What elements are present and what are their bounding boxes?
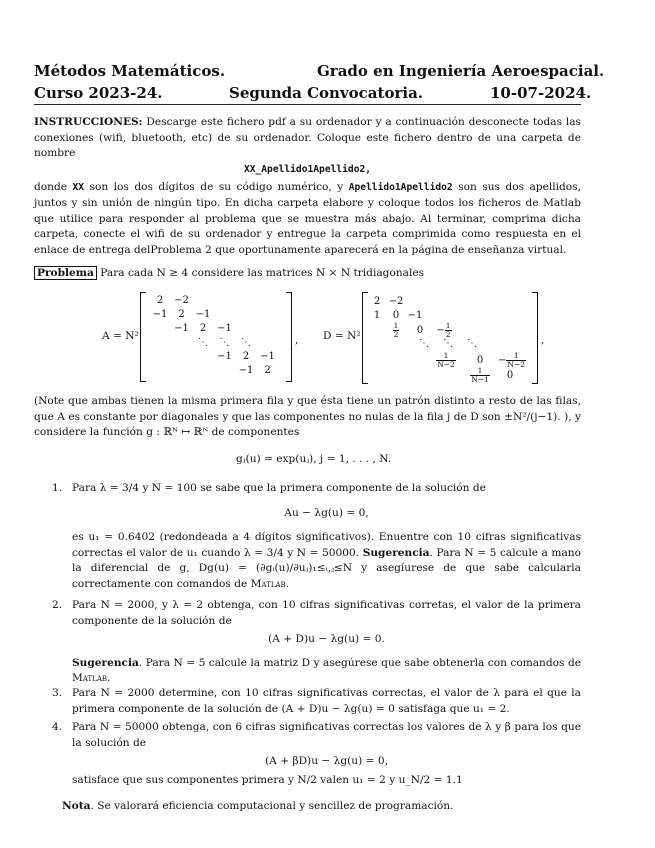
exam-call: Segunda Convocatoria. [229,84,424,102]
item-equation: (A + D)u − λg(u) = 0. [268,633,385,646]
frac-num: 1 [470,367,490,376]
course-title: Métodos Matemáticos. [34,62,226,80]
matrix-d-entry: 2 [373,296,381,307]
item-text: Para λ = 3/4 y N = 100 se sabe que la primera componente de la solución de [72,482,486,494]
problem-note [34,394,581,441]
matrix-d-entry: 1 [373,310,381,321]
folder-name: XX_Apellido1Apellido2, [243,163,372,175]
matrix-a [140,292,292,382]
frac-num: 1 [393,321,399,330]
final-note [62,800,453,812]
frac-den: 2 [445,330,451,339]
instructions-part1: Descarge este fichero pdf a su ordenador y a continuación desconecte todas las conexiones (wifi, bluetooth, etc) de su ordenador. Coloque este fichero dentro de una carpeta de nombre [34,116,581,160]
frac-den: 2 [393,330,399,339]
matrix-a-entry: 2 [242,351,250,362]
hint-label: Sugerencia [362,546,430,559]
matrix-a-entry: ⋱ [241,337,251,348]
item-text: satisface que sus componentes primera y N/2 valen u₁ = 2 y u_N/2 = 1.1 [72,773,463,786]
item-text: . Para N = 5 calcule la matriz D y asegúrese que sabe obtenerla con comandos de [138,656,581,669]
g-definition: gⱼ(u) = exp(uⱼ), j = 1, . . . , N. [236,453,392,465]
matrix-a-entry: ⋱ [219,337,230,348]
exam-date: 10-07-2024. [490,84,592,102]
item-end: . [285,577,290,590]
item-number: 1. [52,482,63,494]
frac-den: N−1 [471,375,489,384]
matrix-separator: , [295,334,299,346]
item-3 [52,686,581,717]
problem-intro [34,267,424,279]
instructions-label: INSTRUCCIONES: [34,116,143,128]
matrix-a-entry: −1 [174,323,189,334]
matrix-d-entry: 0 [506,370,514,381]
item-2 [52,598,581,687]
item-number: 2. [52,599,63,611]
matrix-d [362,292,538,384]
item-text: Para N = 50000 obtenga, con 6 cifras significativas correctas los valores de λ y β para los que la solución de [72,721,581,749]
item-equation: (A + βD)u − λg(u) = 0, [265,755,388,768]
apellidos-code: Apellido1Apellido2 [348,182,453,194]
matrix-d-frac [434,352,458,369]
matrix-a-entry: −1 [217,323,232,334]
minus-sign: − [498,355,507,366]
header-rule [34,104,581,105]
instructions-part2: son los dos dígitos de su código numérico, y [84,181,349,194]
matrix-d-frac [432,322,456,339]
matrix-d-frac [468,367,492,384]
matrix-a-entry: −1 [152,309,168,320]
item-4 [52,720,581,788]
final-note-label: Nota [62,800,91,812]
matrix-a-entry: 2 [199,323,207,334]
matrix-a-entry: −1 [217,351,232,362]
item-end: . [107,672,111,685]
item-number: 3. [52,687,63,699]
matrix-a-entry: −1 [238,365,254,376]
matrix-d-dots: ⋱ [467,338,477,349]
matrix-d-entry: 0 [476,355,484,366]
matrix-a-left-bracket [140,292,146,382]
matrix-d-entry: −2 [388,296,404,307]
matlab-word: Matlab [72,672,108,685]
matrix-d-lhs: D = N² [323,330,361,342]
item-number: 4. [52,721,63,733]
matrix-d-entry: 0 [416,325,424,336]
matrix-d-trail: , [541,334,545,346]
xx-code: XX [72,182,85,194]
hint-label: Sugerencia [72,656,139,669]
frac-num: 1 [445,321,451,330]
matrix-d-entry: 0 [392,310,400,321]
matrix-d-right-bracket [532,292,538,384]
problem-note-text: (Note que ambas tienen la misma primera fila y que ésta tiene un patrón distinto a resto de las filas, que A es constante por diagonales y que las componentes no nulas de la fila j de D son ±N²/(j−1). ), y considere la función g : ℝᴺ ↦ ℝᴺ de componentes [34,395,581,439]
degree-title: Grado en Ingeniería Aeroespacial. [317,62,605,80]
item-text: es u₁ = 0.6402 (redondeada a 4 dígitos significativos). Enuentre con 10 cifras significativas correctas el valor de u₁ cuando λ = 3/4 y N = 50000. [72,531,581,559]
instructions-donde: donde [34,181,73,194]
problem-intro-text: Para cada N ≥ 4 considere las matrices N × N tridiagonales [100,267,425,279]
matrix-a-entry: −1 [195,309,211,320]
item-text: Para N = 2000 determine, con 10 cifras significativas correctas, el valor de λ para el que la primera componente de la solución de (A + D)u − λg(u) = 0 satisfaga que u₁ = 2. [72,687,581,715]
item-text: Para N = 2000, y λ = 2 obtenga, con 10 cifras significativas corretas, el valor de la primera componente de la solución de [72,599,581,627]
item-text: . Para N = 5 calcule a mano la diferencial de g, Dg(u) = (∂gᵢ(u)/∂uⱼ)₁≤ᵢ,ⱼ≤N y asegíurese de que sabe calcularla correctamente con comandos de [72,546,581,590]
minus-sign: − [436,325,445,336]
item-1 [52,481,581,593]
matrix-d-frac [498,351,526,369]
matrix-a-entry: 2 [156,295,164,306]
problem-label: Problema [34,266,97,280]
matrix-a-entry: 2 [178,309,185,320]
matrix-a-entry: −1 [260,351,275,362]
matrix-d-dots: ⋱ [443,338,453,349]
frac-num: 1 [506,352,526,361]
frac-den: N−2 [437,360,455,369]
matlab-word: Matlab [250,577,286,590]
matrix-a-entry: 2 [264,365,271,376]
matrix-d-entry: −1 [407,310,423,321]
frac-num: 1 [436,352,456,361]
matrix-a-right-bracket [286,292,292,382]
frac-den: N−2 [507,360,526,369]
matrix-d-frac [384,322,408,339]
instructions [34,115,581,258]
matrix-a-entry: ⋱ [198,337,208,348]
item-equation: Au − λg(u) = 0, [284,506,369,519]
matrix-d-dots: ⋱ [419,338,429,349]
matrix-a-entry: −2 [174,295,189,306]
course-year: Curso 2023-24. [34,84,163,102]
matrix-a-lhs: A = N² [102,330,139,342]
final-note-text: . Se valorará eficiencia computacional y sencillez de programación. [90,800,454,812]
instructions-part3: son sus dos apellidos, juntos y sin unión de ningún tipo. En dicha carpeta elabore y coloque todos los ficheros de Matlab que utilice para responder al problema que se muestra más abajo. Al terminar, comprima dicha carpeta, conecte el wifi de su ordenador y entregue la carpeta comprimida como respuesta en el enlace de entrega delProblema 2 que oportunamente aparecerá en la página de enseñanza virtual. [34,181,581,256]
